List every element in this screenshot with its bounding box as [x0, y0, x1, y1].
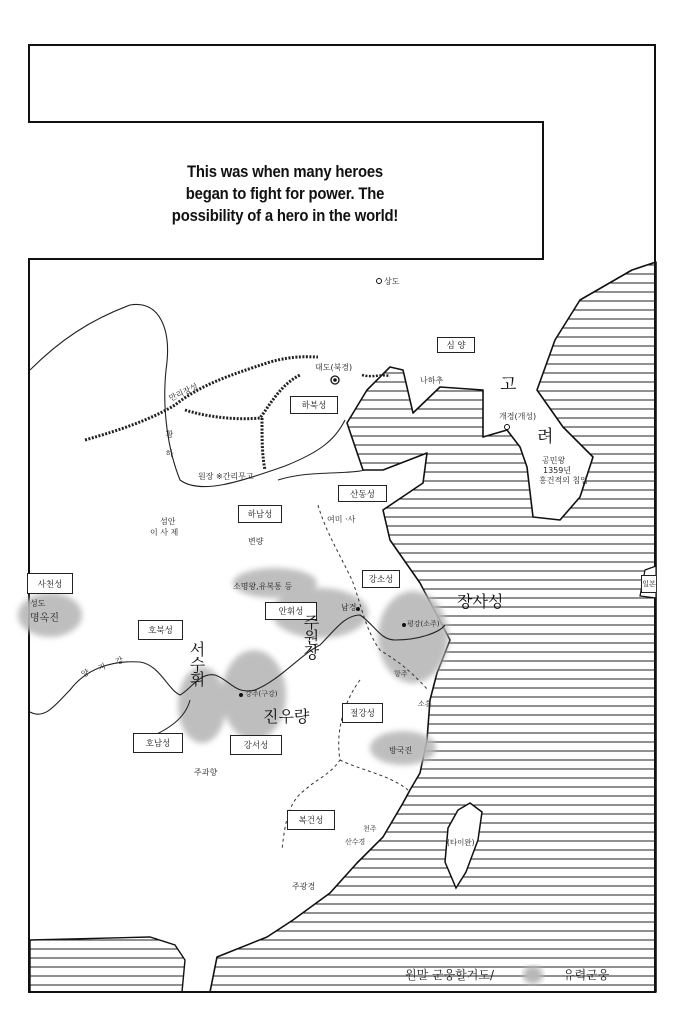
- province-label-hubei: 호북성: [138, 620, 183, 640]
- place-label-great-wall: 만리장성: [167, 381, 200, 404]
- caption-line: began to fight for power. The: [185, 185, 385, 203]
- place-label-taiwan: (타이완): [447, 838, 475, 847]
- place-label-nanjing: 남경: [341, 603, 357, 612]
- caption-box: [28, 121, 544, 260]
- hero-label-jin-uryang: 진우량: [263, 707, 310, 726]
- place-label-seongdo: 성도: [30, 599, 46, 608]
- province-label-jiangsu: 강소성: [362, 570, 400, 588]
- place-label-yeomi: 여미 ·사: [327, 515, 356, 524]
- caption-line: possibility of a hero in the world!: [171, 207, 399, 225]
- place-label-pinggang: 평강(소주): [407, 620, 440, 628]
- place-label-nahachu: 나하추: [420, 376, 444, 385]
- yellow-river-east: [278, 470, 365, 480]
- hero-label-ju-wonjang: 주원장: [301, 614, 320, 659]
- legend-label-major-warlords: 유력군웅: [563, 968, 610, 982]
- place-label-goryeo-2: 려: [537, 427, 554, 447]
- province-label-fujian: 복건성: [287, 810, 335, 830]
- province-label-jiangxi: 강서성: [230, 735, 282, 755]
- province-label-zhejiang: 절강성: [342, 703, 383, 723]
- legend-swatch: [523, 966, 543, 984]
- place-label-quanzhou: 천주: [363, 825, 377, 833]
- place-label-somyeong: 소명왕,유복통 등: [233, 582, 293, 591]
- place-label-goryeo-1: 고: [500, 375, 517, 395]
- place-label-sansugyeong: 산수경: [345, 838, 366, 846]
- place-label-jugwanggyeong: 주광경: [292, 882, 316, 891]
- place-label-yangtze: 양 자 강: [79, 654, 129, 679]
- place-label-shaoxing: 소흥: [418, 700, 432, 708]
- province-label-hunan: 호남성: [133, 733, 183, 753]
- place-label-isaje: 이 사 제: [150, 528, 179, 537]
- place-label-seongan: 섬안: [160, 517, 176, 526]
- nanjing-marker: [356, 607, 360, 611]
- place-label-jiangzhou: 강주(구강): [245, 690, 278, 698]
- place-label-juhwahyang: 주과향: [194, 768, 218, 777]
- place-label-yellow-river: 황 하: [165, 430, 174, 458]
- place-label-shangdu: 상도: [384, 277, 400, 286]
- province-label-japan: 일본: [641, 575, 656, 593]
- place-label-byeonryang: 변량: [248, 537, 264, 546]
- legend-title: 원말 군웅할거도/: [405, 968, 495, 982]
- place-label-dadu: 대도(북경): [315, 363, 353, 372]
- note-gongmin-king: 공민왕: [542, 456, 566, 465]
- great-wall: [85, 357, 318, 440]
- dadu-marker-center: [333, 378, 337, 382]
- shangdu-marker: [377, 279, 382, 284]
- province-label-shandong: 산동성: [338, 485, 387, 502]
- hero-label-seo-suhwi: 서수휘: [187, 641, 206, 686]
- place-label-wonjang: 원장 ※간리무고: [198, 472, 254, 481]
- hero-label-jang-saseong: 장사성: [457, 592, 504, 611]
- hero-label-myeong-okjin: 명옥진: [30, 613, 59, 624]
- hero-label-bang-gukjin: 방국진: [389, 746, 413, 755]
- place-label-hangzhou: 항주: [394, 670, 408, 678]
- province-label-shenyang: 심 양: [437, 337, 475, 353]
- caption-line: This was when many heroes: [186, 163, 384, 181]
- sea-area-southwest: [30, 937, 185, 992]
- place-label-gaegyeong: 개경(개성): [499, 412, 537, 421]
- caption-text: [54, 161, 517, 227]
- pinggang-marker: [402, 623, 406, 627]
- note-red-turban-invasion: 홍건적의 침입: [539, 476, 588, 485]
- province-label-anhui: 안휘성: [265, 602, 317, 620]
- note-year: 1359년: [543, 466, 572, 475]
- hero-territory-jang-saseong: [378, 591, 448, 683]
- great-wall-branch: [185, 375, 300, 470]
- jiangzhou-marker: [239, 693, 243, 697]
- province-label-hebei: 하북성: [290, 396, 338, 414]
- gaegyeong-marker: [505, 425, 510, 430]
- province-label-henan: 하남성: [238, 505, 282, 523]
- province-label-sichuan: 사천성: [27, 573, 73, 594]
